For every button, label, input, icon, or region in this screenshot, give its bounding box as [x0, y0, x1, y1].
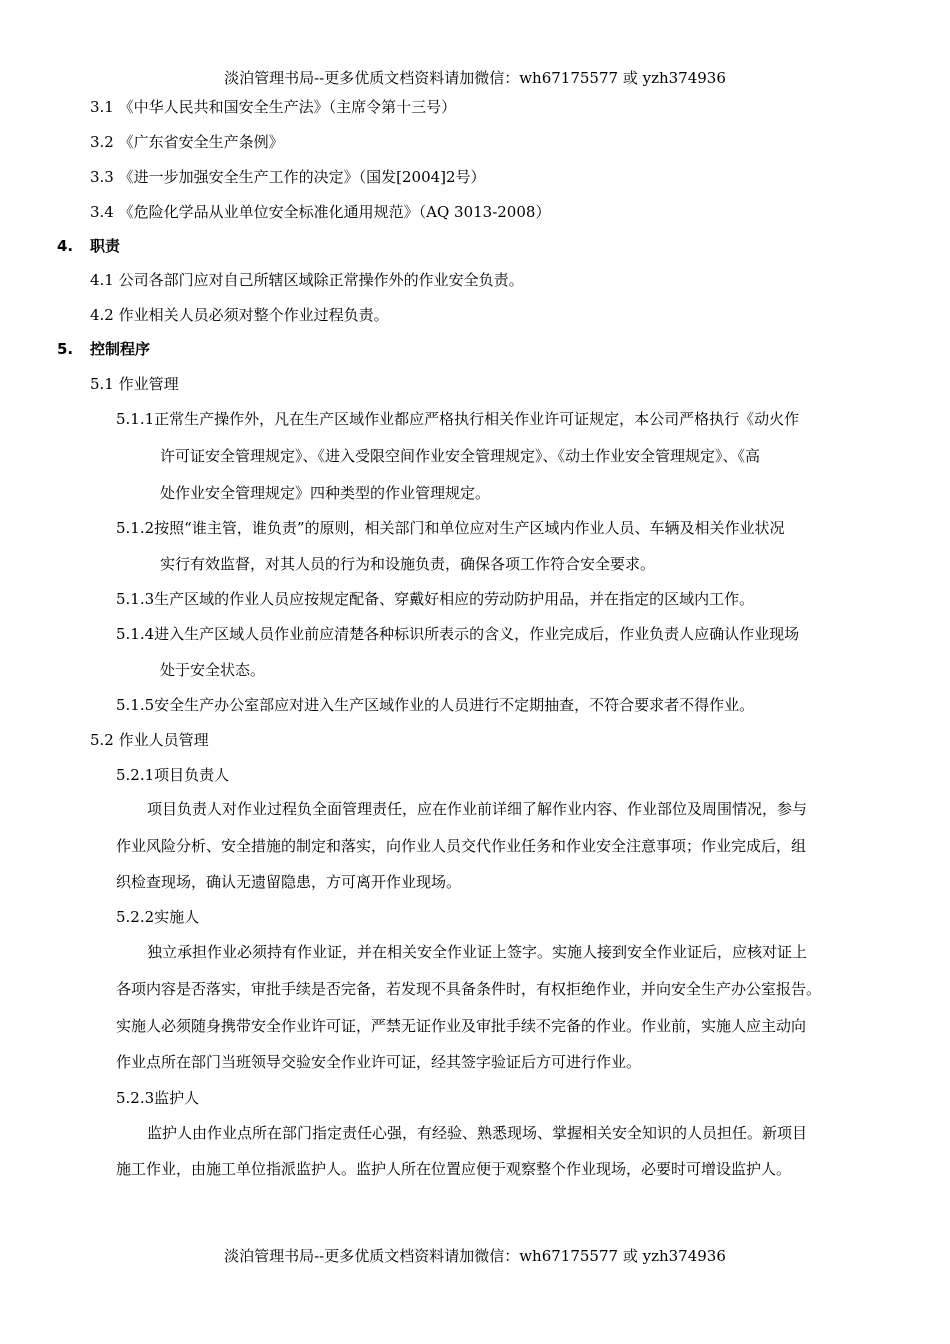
para-5-1-1-line: 5.1.1正常生产操作外，凡在生产区域作业都应严格执行相关作业许可证规定，本公司严格执行《动火作 [116, 410, 800, 428]
para-5-1-1-line: 处作业安全管理规定》四种类型的作业管理规定。 [160, 484, 491, 502]
page-header: 淡泊管理书局--更多优质文档资料请加微信：wh67175577 或 yzh374936 [224, 69, 726, 87]
para-5-2-2-line: 各项内容是否落实，审批手续是否完备，若发现不具备条件时，有权拒绝作业，并向安全生产办公室报告。 [116, 980, 822, 998]
section-4-number: 4. [57, 237, 74, 255]
para-5-1-4-line: 处于安全状态。 [160, 661, 266, 679]
para-5-2-2-line: 实施人必须随身携带安全作业许可证，严禁无证作业及审批手续不完备的作业。作业前，实施人应主动向 [116, 1017, 807, 1035]
para-5-2-1-line: 作业风险分析、安全措施的制定和落实，向作业人员交代作业任务和作业安全注意事项；作业完成后，组 [116, 837, 807, 855]
subsection-5-2-3-title: 5.2.3监护人 [116, 1089, 200, 1107]
para-5-2-1-line: 项目负责人对作业过程负全面管理责任，应在作业前详细了解作业内容、作业部位及周围情况，参与 [147, 800, 808, 818]
subsection-5-2-2-title: 5.2.2实施人 [116, 908, 200, 926]
subsection-5-2-title: 5.2 作业人员管理 [90, 731, 209, 749]
section-5-number: 5. [57, 340, 74, 358]
para-5-1-4-line: 5.1.4进入生产区域人员作业前应清楚各种标识所表示的含义，作业完成后，作业负责人应确认作业现场 [116, 625, 800, 643]
para-5-2-3-line: 监护人由作业点所在部门指定责任心强，有经验、熟悉现场、掌握相关安全知识的人员担任。新项目 [147, 1124, 808, 1142]
para-5-1-2-line: 5.1.2按照“谁主管，谁负责”的原则，相关部门和单位应对生产区域内作业人员、车辆及相关作业状况 [116, 519, 785, 537]
para-5-2-2-line: 独立承担作业必须持有作业证，并在相关安全作业证上签字。实施人接到安全作业证后，应核对证上 [147, 943, 808, 961]
para-5-1-5: 5.1.5安全生产办公室部应对进入生产区域作业的人员进行不定期抽查，不符合要求者不得作业。 [116, 696, 755, 714]
item-4-2: 4.2 作业相关人员必须对整个作业过程负责。 [90, 306, 389, 324]
ref-3-3: 3.3 《进一步加强安全生产工作的决定》（国发[2004]2号） [90, 168, 486, 186]
subsection-5-2-1-title: 5.2.1项目负责人 [116, 766, 230, 784]
para-5-1-1-line: 许可证安全管理规定》、《进入受限空间作业安全管理规定》、《动土作业安全管理规定》、《高 [160, 447, 761, 465]
ref-3-1: 3.1 《中华人民共和国安全生产法》（主席令第十三号） [90, 98, 457, 116]
section-4-title: 职责 [90, 237, 121, 255]
subsection-5-1-title: 5.1 作业管理 [90, 375, 179, 393]
para-5-2-3-line: 施工作业，由施工单位指派监护人。监护人所在位置应便于观察整个作业现场，必要时可增设监护人。 [116, 1160, 792, 1178]
section-5-title: 控制程序 [90, 340, 151, 358]
item-4-1: 4.1 公司各部门应对自己所辖区域除正常操作外的作业安全负责。 [90, 271, 524, 289]
ref-3-2: 3.2 《广东省安全生产条例》 [90, 133, 284, 151]
page-footer: 淡泊管理书局--更多优质文档资料请加微信：wh67175577 或 yzh374936 [224, 1247, 726, 1265]
ref-3-4: 3.4 《危险化学品从业单位安全标准化通用规范》（AQ 3013-2008） [90, 203, 551, 221]
para-5-1-2-line: 实行有效监督，对其人员的行为和设施负责，确保各项工作符合安全要求。 [160, 555, 656, 573]
para-5-1-3: 5.1.3生产区域的作业人员应按规定配备、穿戴好相应的劳动防护用品，并在指定的区域内工作。 [116, 590, 755, 608]
para-5-2-1-line: 织检查现场，确认无遗留隐患，方可离开作业现场。 [116, 873, 462, 891]
para-5-2-2-line: 作业点所在部门当班领导交验安全作业许可证，经其签字验证后方可进行作业。 [116, 1053, 642, 1071]
